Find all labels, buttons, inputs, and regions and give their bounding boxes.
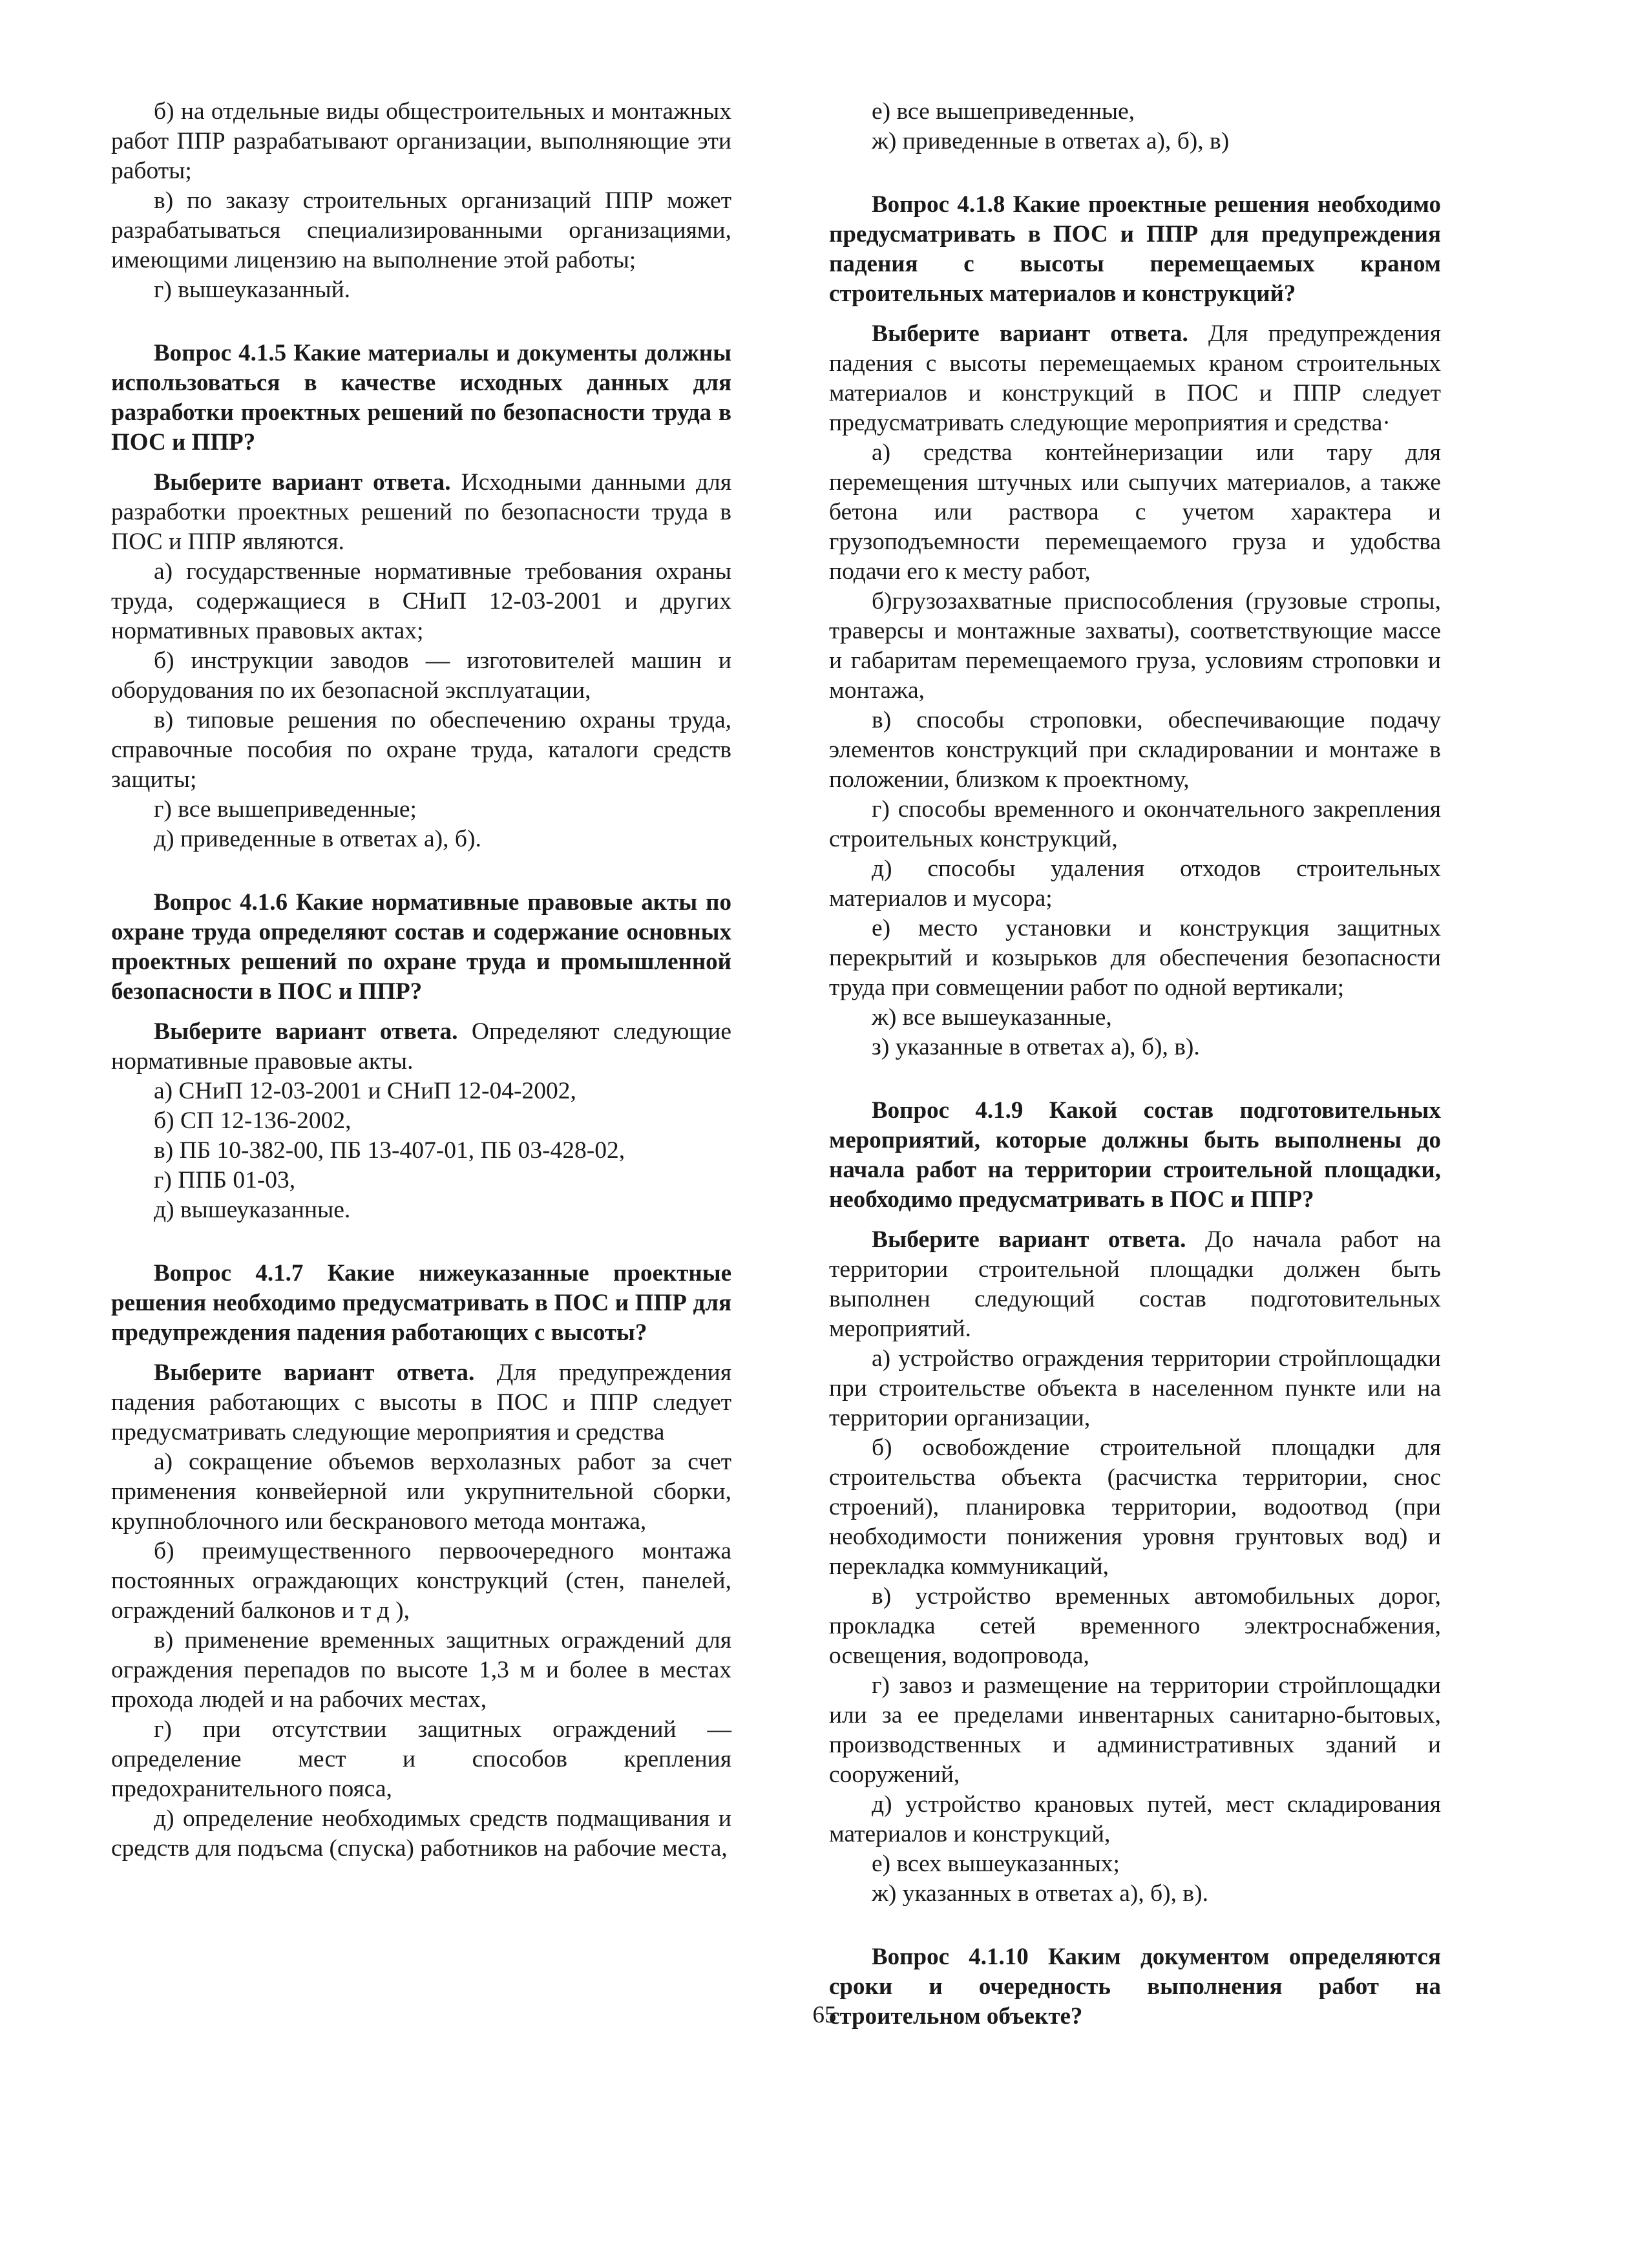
answer-option: в) способы строповки, обеспечивающие подачу элементов конструкций при складировании и монтаже в положении, близком к проектному, xyxy=(829,707,1441,793)
answer-option: а) государственные нормативные требования охраны труда, содержащиеся в СНиП 12-03-2001 и других нормативных правовых актах; xyxy=(111,558,731,644)
answer-option: б) освобождение строительной площадки для строительства объекта (расчистка территории, снос строений), планировка территории, водоотвод (при необходимости понижения уровня грунтовых вод) и перекладка коммуникаций, xyxy=(829,1434,1441,1580)
answer-lead-text: Исходными данными для разработки проектных решений по безопасности труда в ПОС и ППР являются. xyxy=(111,469,731,555)
answer-lead xyxy=(111,1358,731,1447)
answer-option: а) сокращение объемов верхолазных работ за счет применения конвейерной или укрупнительной сборки, крупноблочного или бескранового метода монтажа, xyxy=(111,1449,731,1535)
page-number: 65 xyxy=(812,2002,837,2028)
answer-option: г) способы временного и окончательного закрепления строительных конструкций, xyxy=(829,796,1441,852)
question-4-1-10-title: Вопрос 4.1.10 Каким документом определяются сроки и очередность выполнения работ на строительном объекте? xyxy=(829,1944,1441,2030)
answer-option: в) применение временных защитных ограждений для ограждения перепадов по высоте 1,3 м и более в местах прохода людей и на рабочих местах, xyxy=(111,1627,731,1713)
answer-lead xyxy=(829,319,1441,438)
question-4-1-7-title: Вопрос 4.1.7 Какие нижеуказанные проектные решения необходимо предусматривать в ПОС и ППР для предупреждения падения работающих с высоты? xyxy=(111,1260,731,1346)
question-4-1-5-title: Вопрос 4.1.5 Какие материалы и документы должны использоваться в качестве исходных данных для разработки проектных решений по безопасности труда в ПОС и ППР? xyxy=(111,340,731,456)
answer-option: д) устройство крановых путей, мест складирования материалов и конструкций, xyxy=(829,1791,1441,1847)
answer-option: д) способы удаления отходов строительных материалов и мусора; xyxy=(829,856,1441,912)
intro-item: в) по заказу строительных организаций ППР может разрабатываться специализированными организациями, имеющими лицензию на выполнение этой работы; xyxy=(111,187,731,273)
answer-option: а) средства контейнеризации или тару для перемещения штучных или сыпучих материалов, а также бетона или раствора с учетом характера и грузоподъемности перемещаемого груза и удобства подачи его к месту работ, xyxy=(829,439,1441,585)
answer-option: г) ППБ 01-03, xyxy=(154,1167,296,1193)
answer-lead xyxy=(111,468,731,557)
answer-lead-label: Выберите вариант ответа. xyxy=(872,320,1188,347)
answer-option: в) устройство временных автомобильных дорог, прокладка сетей временного электроснабжения, освещения, водопровода, xyxy=(829,1583,1441,1669)
answer-lead-text: Определяют следующие нормативные правовые акты. xyxy=(111,1018,731,1075)
answer-option: ж) указанных в ответах а), б), в). xyxy=(872,1880,1208,1907)
intro-item: б) на отдельные виды общестроительных и монтажных работ ППР разрабатывают организации, выполняющие эти работы; xyxy=(111,98,731,184)
answer-option: а) СНиП 12-03-2001 и СНиП 12-04-2002, xyxy=(154,1078,576,1104)
answer-option: г) завоз и размещение на территории стройплощадки или за ее пределами инвентарных санитарно-бытовых, производственных и административных зданий и сооружений, xyxy=(829,1672,1441,1788)
answer-option: в) типовые решения по обеспечению охраны труда, справочные пособия по охране труда, каталоги средств защиты; xyxy=(111,707,731,793)
answer-option: е) место установки и конструкция защитных перекрытий и козырьков для обеспечения безопасности труда при совмещении работ по одной вертикали; xyxy=(829,915,1441,1001)
answer-lead-text: Для предупреждения падения работающих с высоты в ПОС и ППР следует предусматривать следующие мероприятия и средства xyxy=(111,1360,731,1445)
answer-option: б) инструкции заводов — изготовителей машин и оборудования по их безопасной эксплуатации, xyxy=(111,647,731,704)
answer-option: в) ПБ 10-382-00, ПБ 13-407-01, ПБ 03-428-02, xyxy=(154,1137,625,1164)
question-4-1-8-title: Вопрос 4.1.8 Какие проектные решения необходимо предусматривать в ПОС и ППР для предупреждения падения с высоты перемещаемых краном строительных материалов и конструкций? xyxy=(829,191,1441,307)
answer-option: д) приведенные в ответах а), б). xyxy=(154,826,481,852)
answer-option: е) всех вышеуказанных; xyxy=(872,1851,1120,1877)
answer-option: г) при отсутствии защитных ограждений — определение мест и способов крепления предохранительного пояса, xyxy=(111,1716,731,1802)
answer-option: д) вышеуказанные. xyxy=(154,1197,351,1223)
right-column xyxy=(829,97,1441,2032)
question-4-1-9-title: Вопрос 4.1.9 Какой состав подготовительных мероприятий, которые должны быть выполнены до начала работ на территории строительной площадки, необходимо предусматривать в ПОС и ППР? xyxy=(829,1097,1441,1213)
answer-lead-label: Выберите вариант ответа. xyxy=(872,1226,1186,1253)
intro-item: е) все вышеприведенные, xyxy=(872,98,1135,125)
answer-option: ж) все вышеуказанные, xyxy=(872,1004,1112,1031)
answer-lead-text: До начала работ на территории строительной площадки должен быть выполнен следующий состав подготовительных мероприятий. xyxy=(829,1226,1441,1342)
answer-option: б)грузозахватные приспособления (грузовые стропы, траверсы и монтажные захваты), соответствующие массе и габаритам перемещаемого груза, условиям строповки и монтажа, xyxy=(829,588,1441,704)
answer-option: б) преимущественного первоочередного монтажа постоянных ограждающих конструкций (стен, панелей, ограждений балконов и т д ), xyxy=(111,1538,731,1624)
answer-lead xyxy=(111,1017,731,1076)
answer-option: д) определение необходимых средств подмащивания и средств для подъсма (спуска) работников на рабочие места, xyxy=(111,1805,731,1862)
answer-lead xyxy=(829,1225,1441,1344)
answer-lead-text: Для предупреждения падения с высоты перемещаемых краном строительных материалов и конструкций в ПОС и ППР следует предусматривать следующие мероприятия и средства· xyxy=(829,320,1441,436)
answer-lead-label: Выберите вариант ответа. xyxy=(154,469,451,496)
intro-item: г) вышеуказанный. xyxy=(154,277,351,303)
intro-item: ж) приведенные в ответах а), б), в) xyxy=(872,128,1230,154)
answer-lead-label: Выберите вариант ответа. xyxy=(154,1018,458,1045)
answer-option: з) указанные в ответах а), б), в). xyxy=(872,1034,1200,1060)
answer-option: г) все вышеприведенные; xyxy=(154,796,417,823)
question-4-1-6-title: Вопрос 4.1.6 Какие нормативные правовые акты по охране труда определяют состав и содержание основных проектных решений по охране труда и промышленной безопасности в ПОС и ППР? xyxy=(111,889,731,1005)
answer-lead-label: Выберите вариант ответа. xyxy=(154,1360,475,1386)
answer-option: б) СП 12-136-2002, xyxy=(154,1108,352,1134)
answer-option: а) устройство ограждения территории стройплощадки при строительстве объекта в населенном пункте или на территории организации, xyxy=(829,1345,1441,1431)
left-column xyxy=(111,97,731,1864)
